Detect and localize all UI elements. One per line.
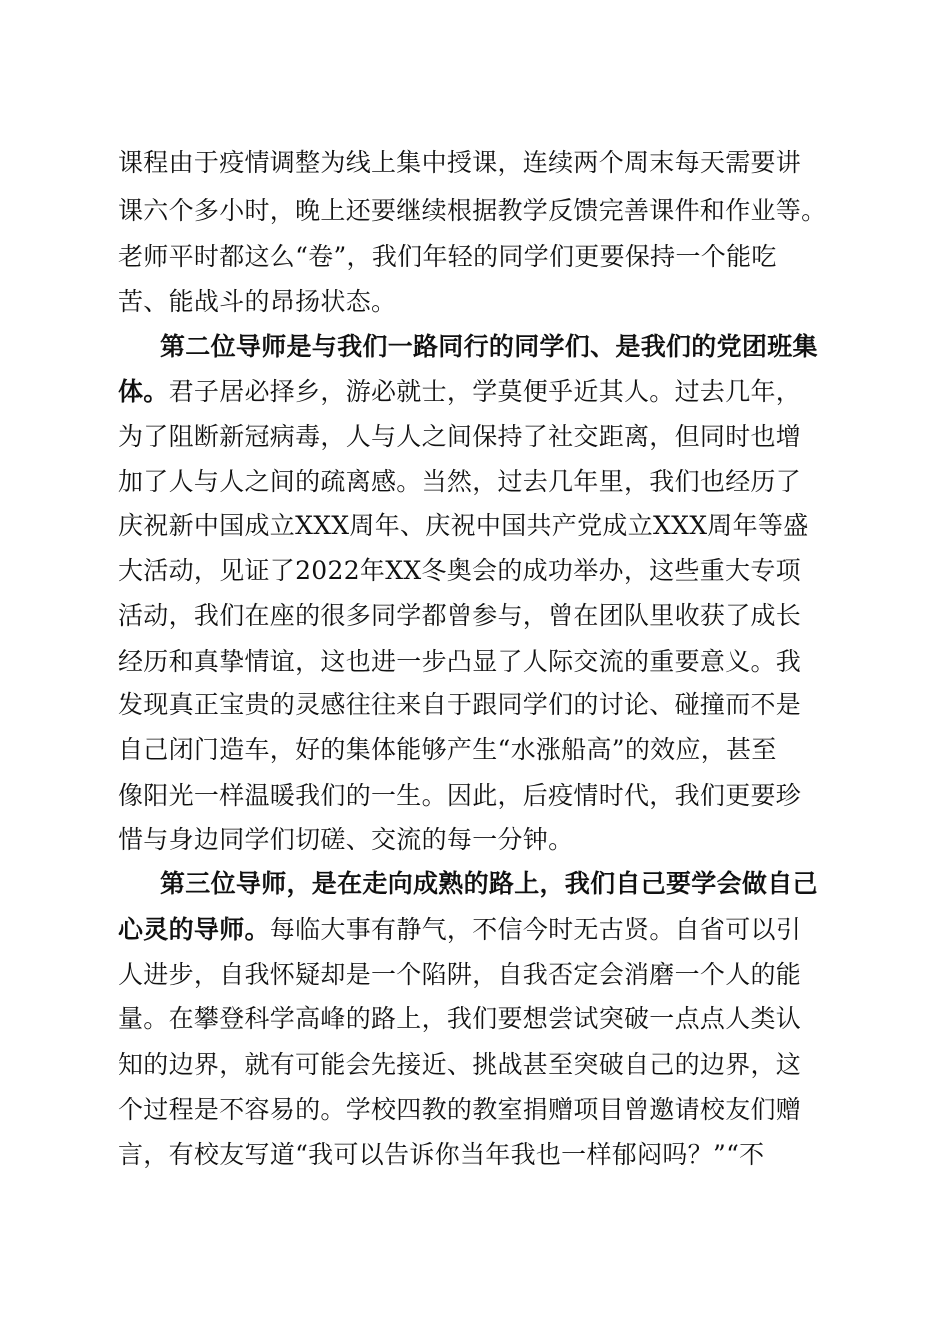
section-heading-line: 第三位导师，是在走向成熟的路上，我们自己要学会做自己 [160, 869, 818, 898]
section-heading-tail: 心灵的导师。 [118, 915, 270, 944]
text-line: 活动，我们在座的很多同学都曾参与，曾在团队里收获了成长 [118, 601, 802, 630]
text-line: 为了阻断新冠病毒，人与人之间保持了社交距离，但同时也增 [118, 422, 802, 451]
section-heading-line: 第二位导师是与我们一路同行的同学们、是我们的党团班集 [160, 332, 818, 361]
text-span: 君子居必择乡，游必就士，学莫便乎近其人。过去几年， [168, 377, 802, 406]
text-line: 量。在攀登科学高峰的路上，我们要想尝试突破一点点人类认 [118, 1004, 802, 1033]
text-line: 庆祝新中国成立XXX周年、庆祝中国共产党成立XXX周年等盛 [118, 511, 809, 540]
text-line: 苦、能战斗的昂扬状态。 [118, 287, 397, 316]
text-span: 每临大事有静气，不信今时无古贤。自省可以引 [269, 915, 802, 944]
text-line: 言，有校友写道“我可以告诉你当年我也一样郁闷吗？”“不 [118, 1140, 765, 1169]
section-heading-tail: 体。 [118, 377, 169, 406]
text-line [118, 372, 801, 412]
text-line: 经历和真挚情谊，这也进一步凸显了人际交流的重要意义。我 [118, 647, 802, 676]
text-line: 人进步，自我怀疑却是一个陷阱，自我否定会消磨一个人的能 [118, 960, 802, 989]
text-line: 像阳光一样温暖我们的一生。因此，后疫情时代，我们更要珍 [118, 781, 802, 810]
text-line: 老师平时都这么“卷”，我们年轻的同学们更要保持一个能吃 [118, 242, 777, 271]
text-line: 惜与身边同学们切磋、交流的每一分钟。 [118, 825, 574, 854]
text-line: 课六个多小时，晚上还要继续根据教学反馈完善课件和作业等。 [118, 196, 827, 225]
text-line [118, 910, 801, 950]
text-line: 加了人与人之间的疏离感。当然，过去几年里，我们也经历了 [118, 467, 802, 496]
text-line: 课程由于疫情调整为线上集中授课，连续两个周末每天需要讲 [118, 148, 802, 177]
text-line: 大活动，见证了2022年XX冬奥会的成功举办，这些重大专项 [118, 556, 801, 585]
text-line: 知的边界，就有可能会先接近、挑战甚至突破自己的边界，这 [118, 1050, 802, 1079]
text-line: 个过程是不容易的。学校四教的教室捐赠项目曾邀请校友们赠 [118, 1095, 802, 1124]
text-line: 发现真正宝贵的灵感往往来自于跟同学们的讨论、碰撞而不是 [118, 690, 802, 719]
text-line: 自己闭门造车，好的集体能够产生“水涨船高”的效应，甚至 [118, 735, 777, 764]
